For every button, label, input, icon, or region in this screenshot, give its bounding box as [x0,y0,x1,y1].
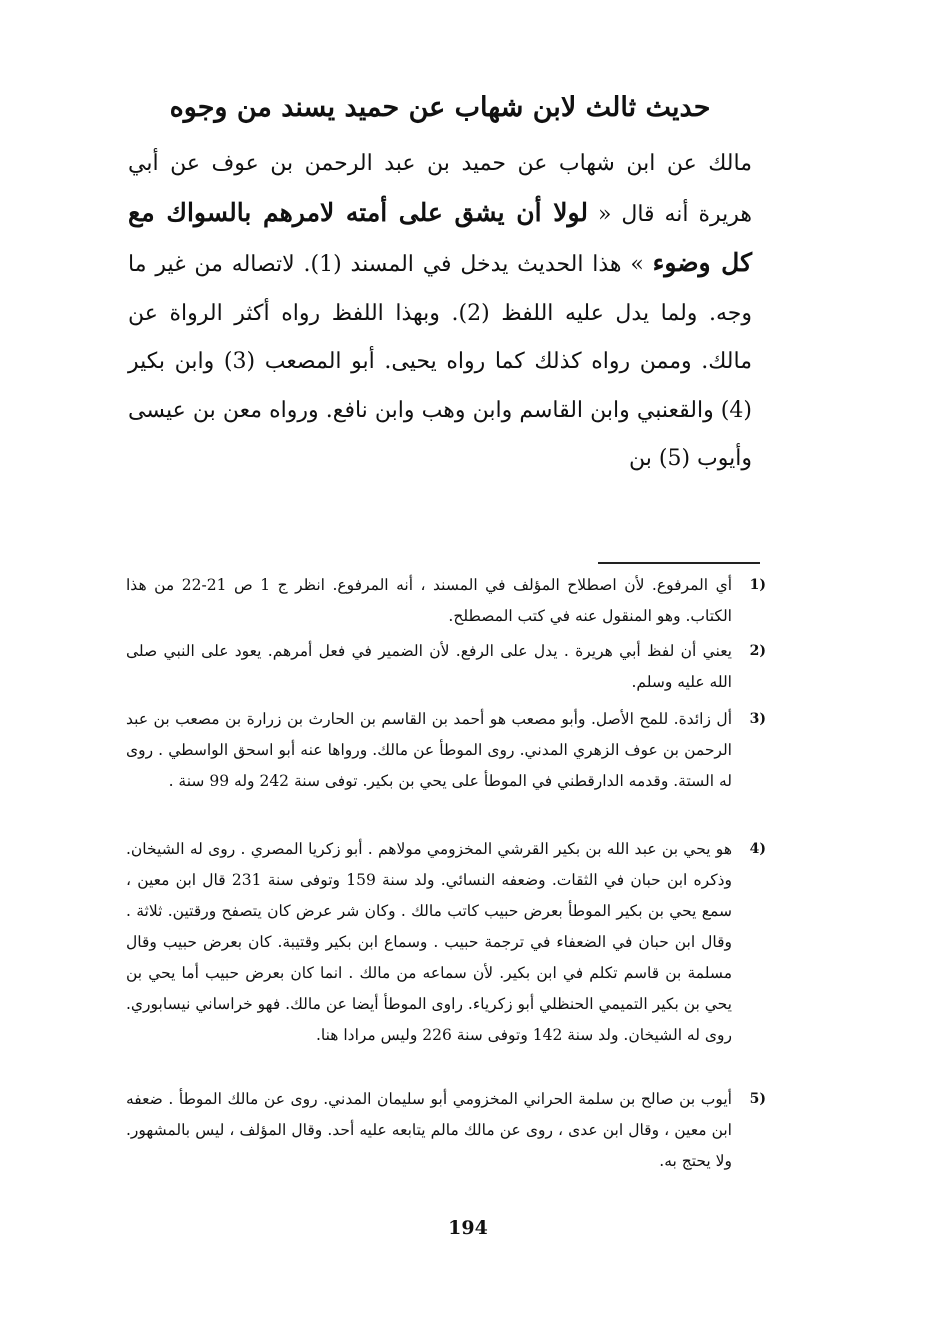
footnote-5 [126,1084,766,1177]
footnote-3 [126,704,766,828]
footnote-text: أيوب بن صالح بن سلمة الحراني المخزومي أبو سليمان المدني. روى عن مالك الموطأ . ضعفه ابن معين ، وقال ابن عدى ، روى عن مالك مالم يتابعه عليه أحد. وقال المؤلف ، ليس بالمشهور. ولا يحتج به. [126,1090,732,1170]
footnote-4 [126,834,766,1082]
footnote-text: أل زائدة. للمح الأصل. وأبو مصعب هو أحمد بن القاسم بن الحارث بن زرارة بن مصعب بن عبد الرحمن بن عوف الزهري المدني. روى الموطأ عن مالك. ورواها عنه أبو اسحق الواسطي . روى له الستة. وقدمه الدارقطني في الموطأ على يحي بن بكير. توفى سنة 242 وله 99 سنة . [126,710,732,790]
footnote-text: هو يحي بن عبد الله بن بكير القرشي المخزومي مولاهم . أبو زكريا المصري . روى له الشيخان. وذكره ابن حبان في الثقات. وضعفه النسائي. ولد سنة 159 وتوفى سنة 231 قال ابن معين ، سمع يحي بن بكير الموطأ بعرض حبيب كاتب مالك . وكان شر عرض كان يتصفح ورقتين. ثلاثة . وقال ابن حبان في الضعفاء في ترجمة حبيب . وسماع ابن بكير وقتيبة. كان بعرض حبيب وقال مسلمة بن قاسم تكلم في ابن بكير. لأن سماعه من مالك . انما كان بعرض حبيب أما يحي بن يحي بن بكير التميمي الحنظلي أبو زكرياء. راوى الموطأ أيضا عن مالك. فهو خراساني نيسابوري. روى له الشيخان. ولد سنة 142 وتوفى سنة 226 وليس مرادا هنا. [126,840,733,1044]
footnote-2 [126,636,766,698]
footnote-number: 5) [749,1091,766,1107]
footnote-divider [598,562,760,564]
page-number: 194 [448,1217,488,1239]
footnote-1 [126,570,766,632]
footnote-number: 1) [749,577,766,593]
footnote-number: 4) [749,841,766,857]
footnotes-list [126,570,766,1177]
main-paragraph [128,140,752,484]
section-heading: حديث ثالث لابن شهاب عن حميد يسند من وجوه [169,92,711,123]
footnote-text: أي المرفوع. لأن اصطلاح المؤلف في المسند ، أنه المرفوع. انظر ج 1 ص 21-22 من هذا الكتاب. وهو المنقول عنه في كتب المصطلح. [126,576,733,625]
hadith-text: لولا أن يشق على أمته لامرهم بالسواك مع كل وضوء [128,197,752,277]
footnote-text: يعني أن لفظ أبي هريرة . يدل على الرفع. لأن الضمير في فعل أمرهم. يعود على النبي صلى الله عليه وسلم. [126,642,732,691]
paragraph-text-part1: مالك عن ابن شهاب عن حميد بن عبد الرحمن بن عوف عن أبي هريرة أنه قال « [128,151,752,227]
footnote-number: 3) [749,711,766,727]
paragraph-text-part2: » هذا الحديث يدخل في المسند (1). لاتصاله من غير ما وجه. ولما يدل عليه اللفظ (2). وبهذا اللفظ رواه أكثر الرواة عن مالك. وممن رواه كذلك كما رواه يحيى. أبو المصعب (3) وابن بكير (4) والقعنبي وابن القاسم وابن وهب وابن نافع. ورواه معن بن عيسى وأيوب (5) بن [128,252,752,471]
footnote-number: 2) [749,643,766,659]
